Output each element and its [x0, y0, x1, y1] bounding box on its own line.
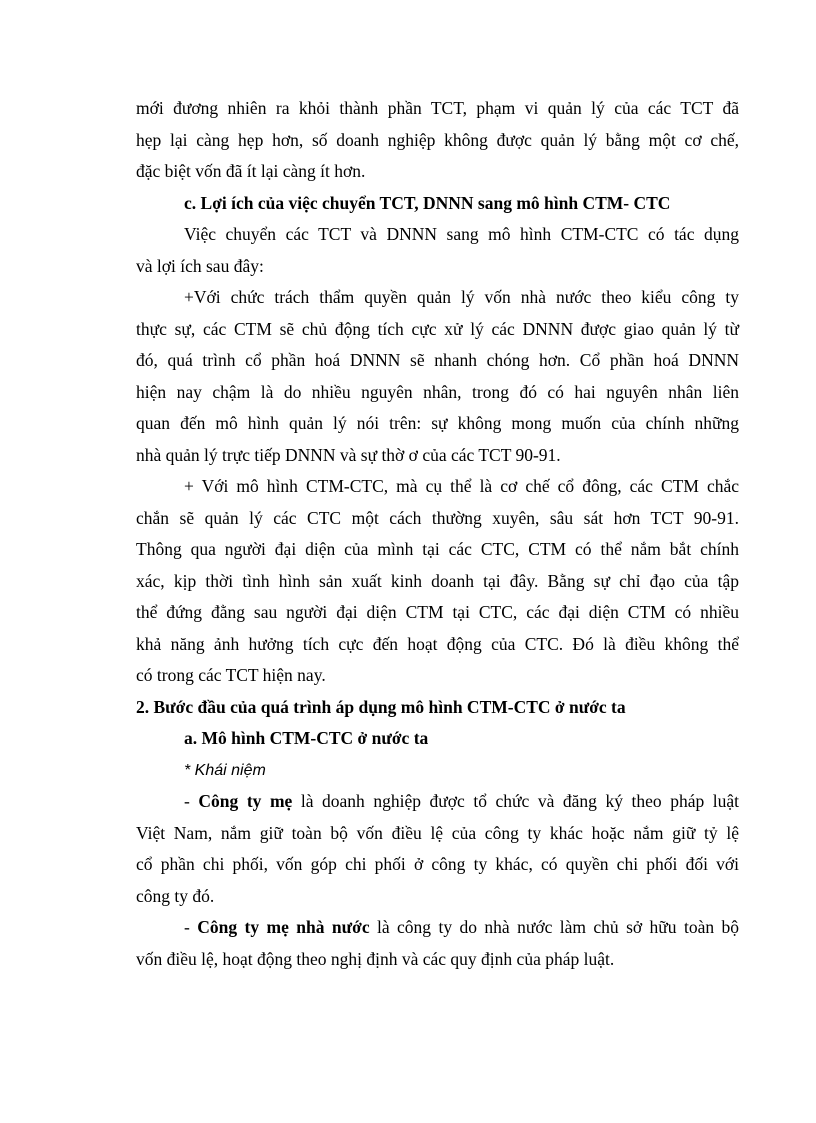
paragraph-line: nhà quản lý trực tiếp DNNN và sự thờ ơ của các TCT 90-91.: [136, 444, 561, 465]
paragraph-line: hẹp lại càng hẹp hơn, số doanh nghiệp không được quản lý bằng một cơ chế,: [136, 129, 739, 150]
paragraph-line: Thông qua người đại diện của mình tại các CTC, CTM có thể nắm bắt chính: [136, 539, 739, 559]
definition-parent-first-line: [136, 786, 739, 818]
page-body: [136, 93, 739, 975]
paragraph-line: chắn sẽ quản lý các CTC một cách thường xuyên, sâu sát hơn TCT 90-91.: [136, 507, 739, 528]
paragraph-line: +Với chức trách thẩm quyền quản lý vốn nhà nước theo kiểu công ty: [184, 287, 739, 307]
section-heading-c: c. Lợi ích của việc chuyển TCT, DNNN sang mô hình CTM- CTC: [184, 192, 671, 213]
paragraph-line: + Với mô hình CTM-CTC, mà cụ thể là cơ chế cổ đông, các CTM chắc: [184, 476, 739, 496]
paragraph-line: hiện nay chậm là do nhiều nguyên nhân, trong đó có hai nguyên nhân liên: [136, 381, 739, 402]
paragraph-line: công ty đó.: [136, 885, 215, 906]
paragraph-line: đó, quá trình cổ phần hoá DNNN sẽ nhanh chóng hơn. Cổ phần hoá DNNN: [136, 350, 739, 370]
paragraph-line: và lợi ích sau đây:: [136, 255, 264, 276]
paragraph-line: mới đương nhiên ra khỏi thành phần TCT, phạm vi quản lý của các TCT đã: [136, 98, 739, 118]
definition-dash: -: [184, 917, 198, 937]
paragraph-line: Việt Nam, nắm giữ toàn bộ vốn điều lệ của công ty khác hoặc nắm giữ tỷ lệ: [136, 822, 739, 843]
paragraph-line: thực sự, các CTM sẽ chủ động tích cực xử lý các DNNN được giao quản lý từ: [136, 318, 739, 339]
section-heading-a: a. Mô hình CTM-CTC ở nước ta: [184, 728, 429, 748]
definition-state-first-line: [136, 912, 739, 944]
definition-text: là doanh nghiệp được tổ chức và đăng ký theo pháp luật: [292, 791, 740, 811]
definition-text: là công ty do nhà nước làm chủ sở hữu toàn bộ: [369, 917, 739, 937]
paragraph-line: quan đến mô hình quản lý nói trên: sự không mong muốn của chính những: [136, 413, 739, 433]
paragraph-line: đặc biệt vốn đã ít lại càng ít hơn.: [136, 161, 366, 181]
definition-term: Công ty mẹ nhà nước: [197, 917, 370, 937]
paragraph-line: có trong các TCT hiện nay.: [136, 665, 326, 685]
paragraph-line: cổ phần chi phối, vốn góp chi phối ở công ty khác, có quyền chi phối đối với: [136, 854, 739, 874]
paragraph-line: vốn điều lệ, hoạt động theo nghị định và các quy định của pháp luật.: [136, 948, 615, 969]
paragraph-line: xác, kịp thời tình hình sản xuất kinh doanh tại đây. Bằng sự chỉ đạo của tập: [136, 570, 739, 591]
concept-label: * Khái niệm: [184, 761, 266, 779]
paragraph-line: khả năng ảnh hưởng tích cực đến hoạt động của CTC. Đó là điều không thể: [136, 633, 739, 654]
definition-dash: -: [184, 791, 199, 811]
paragraph-line: thể đứng đằng sau người đại diện CTM tại CTC, các đại diện CTM có nhiều: [136, 602, 739, 622]
paragraph-line: Việc chuyển các TCT và DNNN sang mô hình CTM-CTC có tác dụng: [184, 224, 739, 244]
definition-term: Công ty mẹ: [198, 791, 293, 811]
section-heading-2: 2. Bước đầu của quá trình áp dụng mô hình CTM-CTC ở nước ta: [136, 696, 626, 717]
